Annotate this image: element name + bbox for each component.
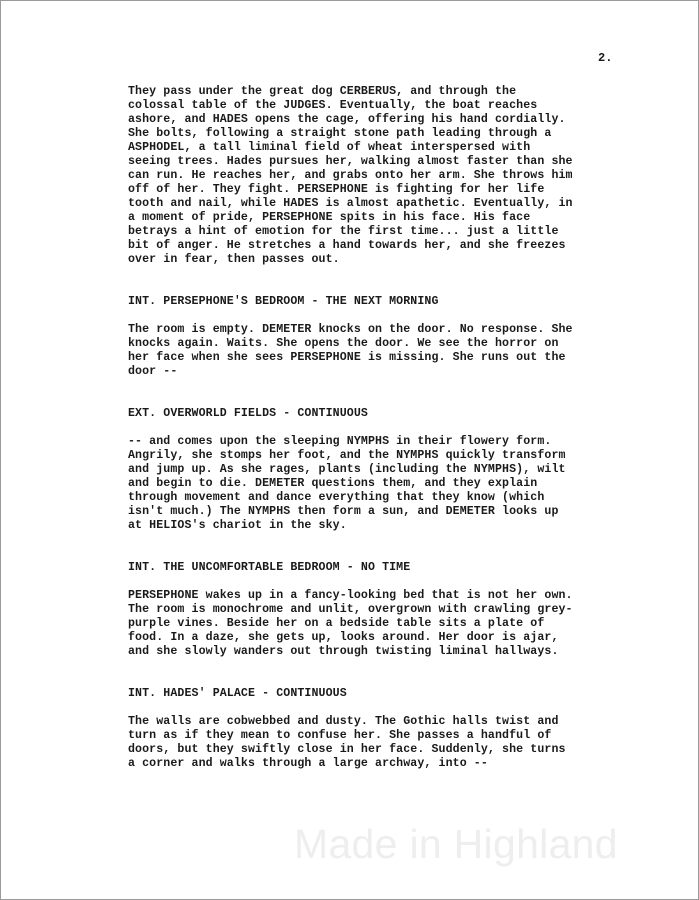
action-line: door -- <box>128 365 178 378</box>
action-line: a corner and walks through a large archway, into -- <box>128 757 488 770</box>
highland-watermark: Made in Highland <box>294 821 618 867</box>
page-number: 2. <box>598 51 613 65</box>
action-line: -- and comes upon the sleeping NYMPHS in their flowery form. <box>128 435 552 448</box>
action-line: a moment of pride, PERSEPHONE spits in his face. His face <box>128 211 531 224</box>
screenplay-body <box>128 85 648 771</box>
scene-heading <box>128 561 648 575</box>
scene-heading <box>128 295 648 309</box>
action-line: at HELIOS's chariot in the sky. <box>128 519 347 532</box>
action-line: They pass under the great dog CERBERUS, and through the <box>128 85 517 98</box>
scene-heading-text: INT. PERSEPHONE'S BEDROOM - THE NEXT MORNING <box>128 295 439 308</box>
action-block <box>128 589 648 659</box>
action-line: purple vines. Beside her on a bedside table sits a plate of <box>128 617 545 630</box>
action-line: The walls are cobwebbed and dusty. The Gothic halls twist and <box>128 715 559 728</box>
action-line: The room is empty. DEMETER knocks on the door. No response. She <box>128 323 573 336</box>
action-line: turn as if they mean to confuse her. She passes a handful of <box>128 729 552 742</box>
action-line: seeing trees. Hades pursues her, walking almost faster than she <box>128 155 573 168</box>
action-line: ashore, and HADES opens the cage, offering his hand cordially. <box>128 113 566 126</box>
scene-heading-text: INT. HADES' PALACE - CONTINUOUS <box>128 687 347 700</box>
action-line: isn't much.) The NYMPHS then form a sun, and DEMETER looks up <box>128 505 559 518</box>
action-line: PERSEPHONE wakes up in a fancy-looking bed that is not her own. <box>128 589 573 602</box>
action-line: Angrily, she stomps her foot, and the NYMPHS quickly transform <box>128 449 566 462</box>
action-line: tooth and nail, while HADES is almost apathetic. Eventually, in <box>128 197 573 210</box>
scene-heading <box>128 687 648 701</box>
action-line: her face when she sees PERSEPHONE is missing. She runs out the <box>128 351 566 364</box>
action-line: knocks again. Waits. She opens the door. We see the horror on <box>128 337 559 350</box>
action-line: can run. He reaches her, and grabs onto her arm. She throws him <box>128 169 573 182</box>
action-line: ASPHODEL, a tall liminal field of wheat interspersed with <box>128 141 531 154</box>
action-line: doors, but they swiftly close in her face. Suddenly, she turns <box>128 743 566 756</box>
action-line: through movement and dance everything that they know (which <box>128 491 545 504</box>
action-line: and she slowly wanders out through twisting liminal hallways. <box>128 645 559 658</box>
action-block <box>128 715 648 771</box>
action-block <box>128 435 648 533</box>
action-block <box>128 323 648 379</box>
action-line: food. In a daze, she gets up, looks around. Her door is ajar, <box>128 631 559 644</box>
action-line: She bolts, following a straight stone path leading through a <box>128 127 552 140</box>
action-line: over in fear, then passes out. <box>128 253 340 266</box>
action-block <box>128 85 648 267</box>
action-line: and jump up. As she rages, plants (including the NYMPHS), wilt <box>128 463 566 476</box>
scene-heading <box>128 407 648 421</box>
action-line: colossal table of the JUDGES. Eventually, the boat reaches <box>128 99 538 112</box>
scene-heading-text: EXT. OVERWORLD FIELDS - CONTINUOUS <box>128 407 368 420</box>
scene-heading-text: INT. THE UNCOMFORTABLE BEDROOM - NO TIME <box>128 561 411 574</box>
action-line: betrays a hint of emotion for the first time... just a little <box>128 225 559 238</box>
action-line: and begin to die. DEMETER questions them, and they explain <box>128 477 538 490</box>
action-line: The room is monochrome and unlit, overgrown with crawling grey- <box>128 603 573 616</box>
action-line: off of her. They fight. PERSEPHONE is fighting for her life <box>128 183 545 196</box>
action-line: bit of anger. He stretches a hand towards her, and she freezes <box>128 239 566 252</box>
